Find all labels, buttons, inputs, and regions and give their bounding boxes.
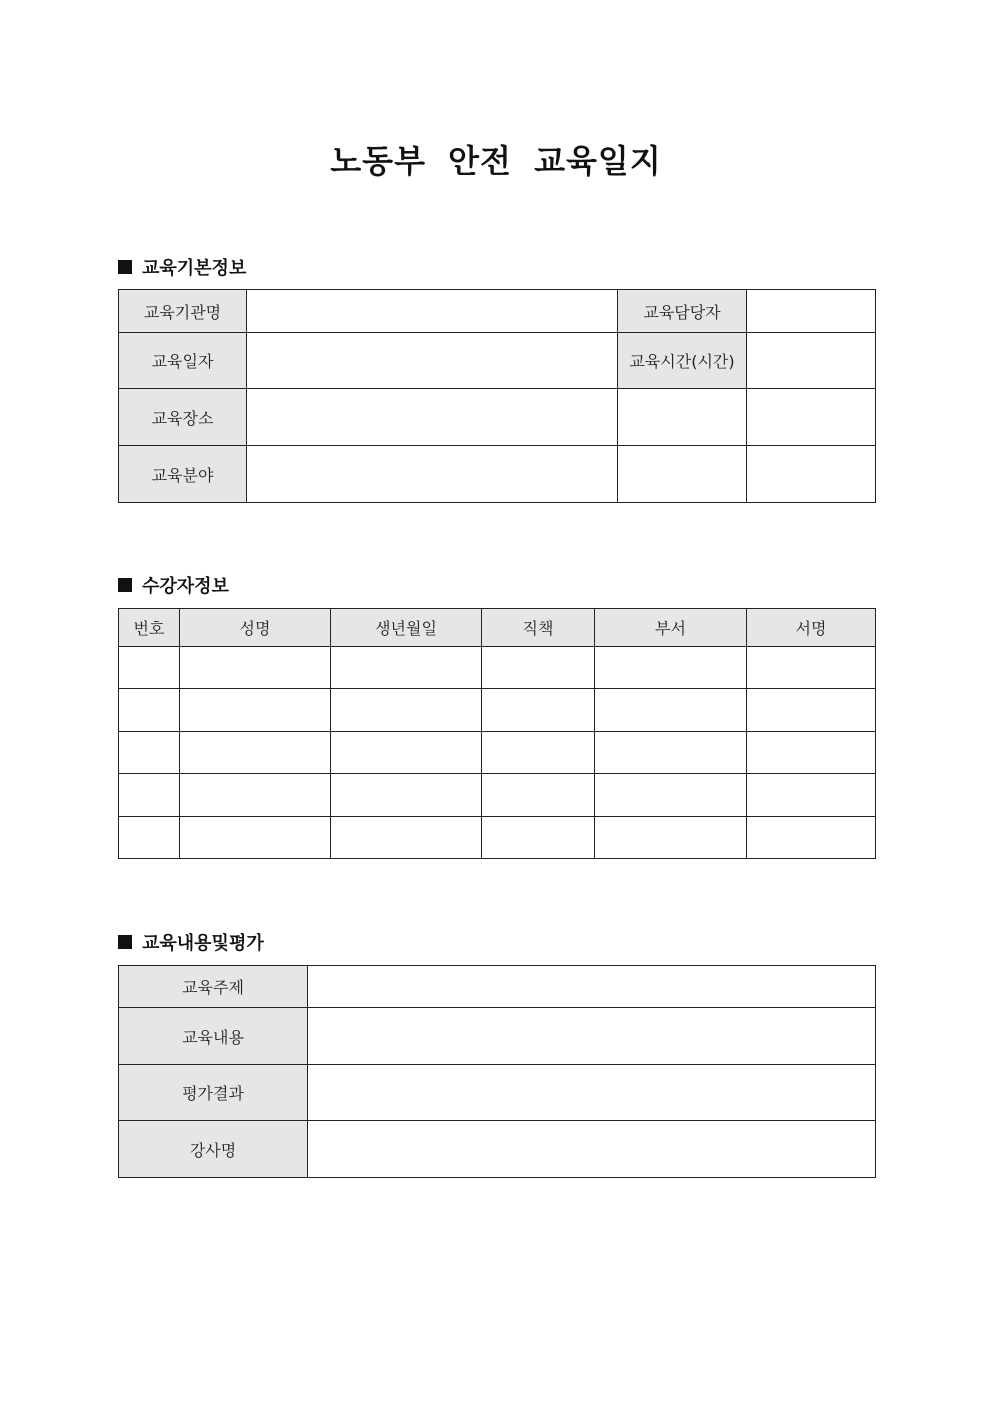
cell-birthdate[interactable] (331, 817, 482, 859)
table-row (119, 389, 876, 446)
table-row (119, 1065, 876, 1121)
table-row (119, 290, 876, 333)
label-content: 교육내용 (119, 1008, 308, 1065)
section-heading-attendees (118, 572, 229, 598)
cell-birthdate[interactable] (331, 774, 482, 817)
cell-number[interactable] (119, 689, 180, 732)
label-manager: 교육담당자 (618, 290, 747, 333)
topic-field[interactable] (308, 966, 876, 1008)
empty-cell[interactable] (747, 389, 876, 446)
section-title-basic: 교육기본정보 (142, 258, 247, 279)
cell-name[interactable] (180, 689, 331, 732)
cell-position[interactable] (482, 732, 595, 774)
date-field[interactable] (247, 333, 618, 389)
cell-position[interactable] (482, 817, 595, 859)
cell-position[interactable] (482, 689, 595, 732)
square-bullet-icon (118, 578, 132, 592)
content-evaluation-table (118, 965, 876, 1178)
column-header-position: 직책 (482, 609, 595, 647)
label-hours: 교육시간(시간) (618, 333, 747, 389)
field-field[interactable] (247, 446, 618, 503)
label-date: 교육일자 (119, 333, 247, 389)
hours-field[interactable] (747, 333, 876, 389)
instructor-field[interactable] (308, 1121, 876, 1178)
table-header-row (119, 609, 876, 647)
cell-signature[interactable] (747, 689, 876, 732)
column-header-number: 번호 (119, 609, 180, 647)
cell-signature[interactable] (747, 732, 876, 774)
table-row (119, 817, 876, 859)
column-header-signature: 서명 (747, 609, 876, 647)
cell-department[interactable] (595, 774, 747, 817)
table-row (119, 774, 876, 817)
section-heading-content (118, 929, 264, 955)
cell-number[interactable] (119, 817, 180, 859)
cell-position[interactable] (482, 647, 595, 689)
section-heading-basic (118, 254, 246, 280)
cell-name[interactable] (180, 817, 331, 859)
cell-position[interactable] (482, 774, 595, 817)
square-bullet-icon (118, 935, 132, 949)
empty-cell[interactable] (618, 389, 747, 446)
cell-signature[interactable] (747, 647, 876, 689)
label-evaluation: 평가결과 (119, 1065, 308, 1121)
table-row (119, 1121, 876, 1178)
label-institution: 교육기관명 (119, 290, 247, 333)
table-row (119, 333, 876, 389)
table-row (119, 446, 876, 503)
cell-department[interactable] (595, 689, 747, 732)
cell-signature[interactable] (747, 817, 876, 859)
cell-department[interactable] (595, 647, 747, 689)
page-title: 노동부 안전 교육일지 (330, 142, 662, 180)
cell-department[interactable] (595, 817, 747, 859)
place-field[interactable] (247, 389, 618, 446)
manager-field[interactable] (747, 290, 876, 333)
cell-birthdate[interactable] (331, 647, 482, 689)
cell-department[interactable] (595, 732, 747, 774)
basic-info-table (118, 289, 876, 503)
table-row (119, 689, 876, 732)
cell-number[interactable] (119, 647, 180, 689)
table-row (119, 647, 876, 689)
table-row (119, 1008, 876, 1065)
label-instructor: 강사명 (119, 1121, 308, 1178)
column-header-department: 부서 (595, 609, 747, 647)
cell-name[interactable] (180, 732, 331, 774)
empty-cell[interactable] (618, 446, 747, 503)
column-header-name: 성명 (180, 609, 331, 647)
cell-birthdate[interactable] (331, 689, 482, 732)
institution-field[interactable] (247, 290, 618, 333)
section-title-content: 교육내용및평가 (142, 933, 264, 954)
cell-number[interactable] (119, 774, 180, 817)
table-row (119, 732, 876, 774)
table-row (119, 966, 876, 1008)
cell-signature[interactable] (747, 774, 876, 817)
cell-number[interactable] (119, 732, 180, 774)
cell-name[interactable] (180, 774, 331, 817)
label-topic: 교육주제 (119, 966, 308, 1008)
attendees-table (118, 608, 876, 859)
column-header-birthdate: 생년월일 (331, 609, 482, 647)
label-field: 교육분야 (119, 446, 247, 503)
content-field[interactable] (308, 1008, 876, 1065)
empty-cell[interactable] (747, 446, 876, 503)
square-bullet-icon (118, 260, 132, 274)
cell-birthdate[interactable] (331, 732, 482, 774)
section-title-attendees: 수강자정보 (142, 576, 229, 597)
evaluation-field[interactable] (308, 1065, 876, 1121)
cell-name[interactable] (180, 647, 331, 689)
label-place: 교육장소 (119, 389, 247, 446)
